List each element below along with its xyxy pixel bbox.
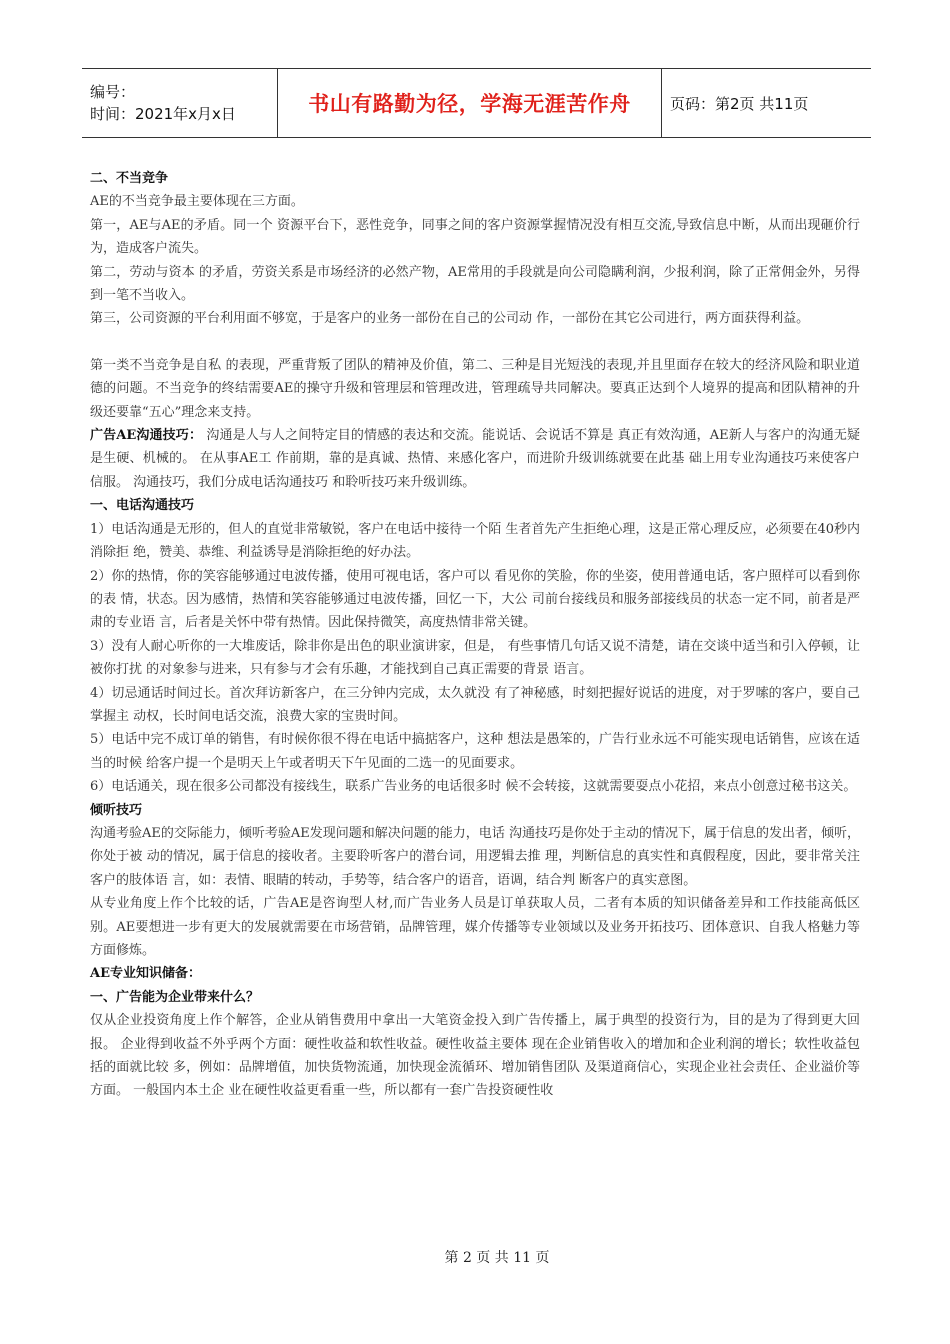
paragraph-communication-skills — [90, 424, 860, 494]
page-footer — [0, 1247, 950, 1267]
paragraph: 沟通考验AE的交际能力，倾听考验AE发现问题和解决问题的能力，电话 沟通技巧是你处于主动的情况下，属于信息的发出者，倾听，你处于被 动的情况，属于信息的接收者。主要聆听客户的潜台词，用逻辑去推 理，判断信息的真实性和真假程度，因此，要非常关注客户的肢体语 言，如：表情、眼睛的转动，手势等，结合客户的语音，语调，结合判 断客户的真实意图。 — [90, 825, 860, 888]
section-heading-listening: 倾听技巧 — [90, 802, 143, 818]
document-header — [82, 68, 871, 138]
inline-heading-communication: 广告AE沟通技巧： — [90, 428, 203, 444]
header-meta — [82, 69, 278, 137]
list-item: 5）电话中完不成订单的销售，有时候你很不得在电话中搞掂客户，这种 想法是愚笨的，广告行业永远不可能实现电话销售，应该在适当的时候 给客户提一个是明天上午或者明天下午见面的二选一的见面要求。 — [90, 732, 860, 771]
header-page-info — [662, 69, 871, 137]
paragraph: 第一类不当竞争是自私 的表现，严重背叛了团队的精神及价值，第二、三种是目光短浅的表现,并且里面存在较大的经济风险和职业道德的问题。不当竞争的终结需要AE的操守升级和管理层和管理改进，管理疏导共同解决。要真正达到个人境界的提高和团队精神的升级还要靠“五心”理念来支持。 — [90, 357, 860, 420]
list-item: 3）没有人耐心听你的一大堆废话，除非你是出色的职业演讲家，但是， 有些事情几句话又说不清楚，请在交谈中适当和引入停顿，让被你打扰 的对象参与进来，只有参与才会有乐趣，才能找到自己真正需要的背景 语言。 — [90, 638, 860, 678]
paragraph-text: 沟通是人与人之间特定目的情感的表达和交流。能说话、会说话不算是 真正有效沟通，AE新人与客户的沟通无疑是生硬、机械的。 在从事AE工 作前期，靠的是真诚、热情、来感化客户，而进阶升级训练就要在此基 础上用专业沟通技巧来使客户信服。 沟通技巧，我们分成电话沟通技巧 和聆听技巧来升级训练。 — [90, 428, 860, 490]
list-item: 1）电话沟通是无形的，但人的直觉非常敏锐，客户在电话中接待一个陌 生者首先产生拒绝心理，这是正常心理反应，必须要在40秒内消除拒 绝，赞美、恭维、利益诱导是消除拒绝的好办法。 — [90, 521, 860, 561]
header-motto: 书山有路勤为径，学海无涯苦作舟 — [308, 92, 631, 116]
list-item: 4）切忌通话时间过长。首次拜访新客户，在三分钟内完成，太久就没 有了神秘感，时刻把握好说话的进度，对于罗嗦的客户，要自己掌握主 动权，长时间电话交流，浪费大家的宝贵时间。 — [90, 685, 860, 724]
section-heading-phone-skills: 一、电话沟通技巧 — [90, 498, 195, 514]
list-item: 2）你的热情，你的笑容能够通过电波传播，使用可视电话，客户可以 看见你的笑脸，你的坐姿，使用普通电话，客户照样可以看到你的表 情，状态。因为感情，热情和笑容能够通过电波传播，回忆一下，大公 司前台接线员和服务部接线员的状态一定不同，前者是严肃的专业语 言，后者是关怀中带有热情。因此保持微笑，高度热情非常关键。 — [90, 568, 860, 631]
section-heading-unfair-competition: 二、不当竞争 — [90, 171, 169, 186]
serial-number-label: 编号： — [90, 83, 136, 101]
blank-line — [90, 331, 860, 354]
section-heading-knowledge: AE专业知识储备： — [90, 966, 201, 982]
document-body — [90, 167, 860, 1103]
page-info-text: 页码：第2页 共11页 — [670, 94, 809, 113]
header-motto-cell — [278, 69, 662, 137]
paragraph: 仅从企业投资角度上作个解答，企业从销售费用中拿出一大笔资金投入到广告传播上，属于典型的投资行为，目的是为了得到更大回报。 企业得到收益不外乎两个方面：硬性收益和软性收益。硬性收益主要体 现在企业销售收入的增加和企业利润的增长；软性收益包括的面就比较 多，例如：品牌增值，加快货物流通，加快现金流循环、增加销售团队 及渠道商信心，实现企业社会责任、企业溢价等方面。 一般国内本土企 业在硬性收益更看重一些，所以都有一套广告投资硬性收 — [90, 1013, 860, 1099]
paragraph: 第三，公司资源的平台利用面不够宽，于是客户的业务一部份在自己的公司动 作，一部份在其它公司进行，两方面获得利益。 — [90, 311, 810, 327]
section-heading-question: 一、广告能为企业带来什么？ — [90, 989, 260, 1005]
paragraph: AE的不当竞争最主要体现在三方面。 — [90, 194, 304, 210]
paragraph: 从专业角度上作个比较的话，广告AE是咨询型人材,而广告业务人员是订单获取人员，二者有本质的知识储备差异和工作技能高低区别。AE要想进一步有更大的发展就需要在市场营销，品牌管理，媒介传播等专业领域以及业务开拓技巧、团体意识、自我人格魅力等方面修炼。 — [90, 896, 860, 958]
list-item: 6）电话通关，现在很多公司都没有接线生，联系广告业务的电话很多时 候不会转接，这就需要耍点小花招，来点小创意过秘书这关。 — [90, 779, 857, 795]
paragraph: 第一，AE与AE的矛盾。同一个 资源平台下，恶性竞争，同事之间的客户资源掌握情况没有相互交流,导致信息中断，从而出现砸价行为，造成客户流失。 — [90, 217, 860, 257]
paragraph: 第二，劳动与资本 的矛盾，劳资关系是市场经济的必然产物，AE常用的手段就是向公司隐瞒利润，少报利润，除了正常佣金外，另得到一笔不当收入。 — [90, 264, 860, 304]
footer-page-number: 第 2 页 共 11 页 — [444, 1250, 550, 1266]
date-label: 时间：2021年x月x日 — [90, 105, 236, 123]
